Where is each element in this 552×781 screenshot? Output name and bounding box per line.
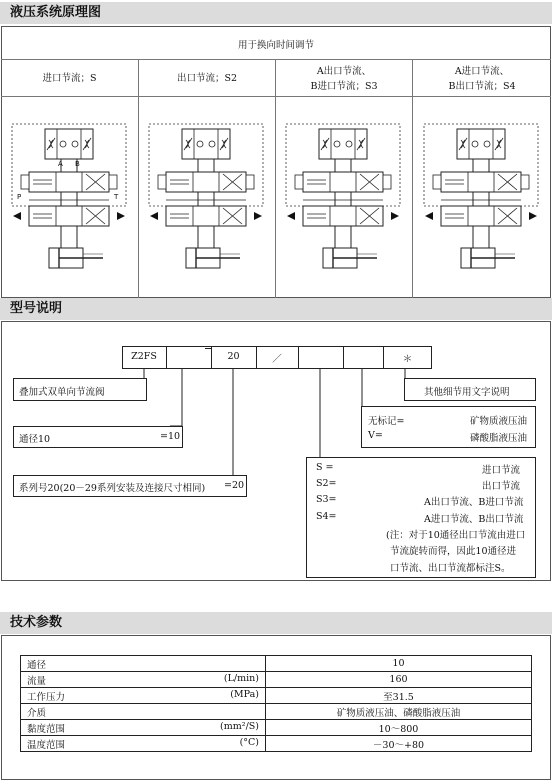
- param-unit: (mm²/S): [220, 720, 259, 732]
- table-row: [21, 656, 532, 672]
- note-line-2: 口节流、出口节流都标注S。: [390, 563, 511, 574]
- throttle-key-2: S3=: [316, 494, 337, 505]
- desc-valve: 叠加式双单向节流阀: [19, 387, 105, 398]
- column-label-s4-line2: B出口节流；S4: [448, 81, 516, 92]
- throttle-key-1: S2=: [316, 478, 337, 489]
- column-label-s3-line2: B进口节流；S3: [310, 81, 378, 92]
- hydraulic-schematics: [0, 96, 552, 296]
- schematic-subtitle: 用于换向时间调节: [237, 40, 314, 51]
- throttle-value-1: 出口节流: [482, 481, 521, 492]
- section-header-model: 型号说明: [0, 298, 552, 320]
- diameter-label: 通径10: [19, 434, 51, 445]
- table-row: [21, 720, 532, 736]
- table-row: [21, 736, 532, 752]
- param-name: 黏度范围: [27, 723, 66, 735]
- desc-other: 其他细节用文字说明: [424, 387, 510, 398]
- column-label-s: 进口节流；S: [42, 73, 97, 84]
- param-name: 介质: [27, 707, 47, 719]
- throttle-key-3: S4=: [316, 511, 337, 522]
- column-label-s2: 出口节流；S2: [176, 73, 238, 84]
- series-value: =20: [224, 480, 245, 491]
- port-t-label: T: [114, 193, 119, 201]
- table-row: [21, 704, 532, 720]
- fluid-key-0: 无标记=: [368, 416, 405, 427]
- note-line-0: (注：对于10通径出口节流由进口: [386, 530, 526, 541]
- code-cell-series: Z2FS: [131, 351, 157, 362]
- section-header-params: 技术参数: [0, 612, 552, 634]
- throttle-key-0: S =: [316, 462, 334, 473]
- param-name: 工作压力: [27, 691, 66, 703]
- port-a-label: A: [58, 160, 63, 168]
- code-cell-star: ＊: [402, 354, 413, 365]
- param-name: 流量: [27, 675, 47, 687]
- throttle-value-2: A出口节流、B进口节流: [424, 497, 524, 508]
- fluid-key-1: V=: [368, 430, 383, 441]
- fluid-value-0: 矿物质液压油: [470, 416, 528, 427]
- section-header-schematic: 液压系统原理图: [0, 2, 552, 24]
- param-unit: (L/min): [223, 672, 259, 684]
- param-name: 通径: [27, 659, 47, 671]
- series-label: 系列号20(20－29系列安装及连接尺寸相同): [19, 483, 206, 494]
- throttle-value-0: 进口节流: [482, 465, 521, 476]
- diameter-value: =10: [160, 431, 181, 442]
- table-row: [21, 688, 532, 704]
- param-value: 至31.5: [266, 688, 532, 704]
- throttle-value-3: A进口节流、B出口节流: [424, 514, 524, 525]
- port-b-label: B: [75, 160, 80, 168]
- param-value: 10～800: [266, 720, 532, 736]
- port-p-label: P: [17, 193, 22, 201]
- column-label-s3-line1: A出口节流、: [316, 66, 372, 77]
- code-cell-size: 20: [227, 351, 240, 362]
- note-line-1: 节流旋转而得，因此10通径进: [390, 546, 517, 557]
- param-unit: (°C): [239, 736, 259, 748]
- params-table: [20, 655, 532, 752]
- param-value: －30～+80: [266, 736, 532, 752]
- fluid-value-1: 磷酸脂液压油: [470, 433, 528, 444]
- param-unit: (MPa): [230, 688, 259, 700]
- param-value: 160: [266, 672, 532, 688]
- param-name: 温度范围: [27, 739, 66, 751]
- param-value: 10: [266, 656, 532, 672]
- code-cell-slash: ／: [272, 354, 282, 365]
- column-label-s4-line1: A进口节流、: [454, 66, 510, 77]
- param-value: 矿物质液压油、磷酸脂液压油: [266, 704, 532, 720]
- table-row: [21, 672, 532, 688]
